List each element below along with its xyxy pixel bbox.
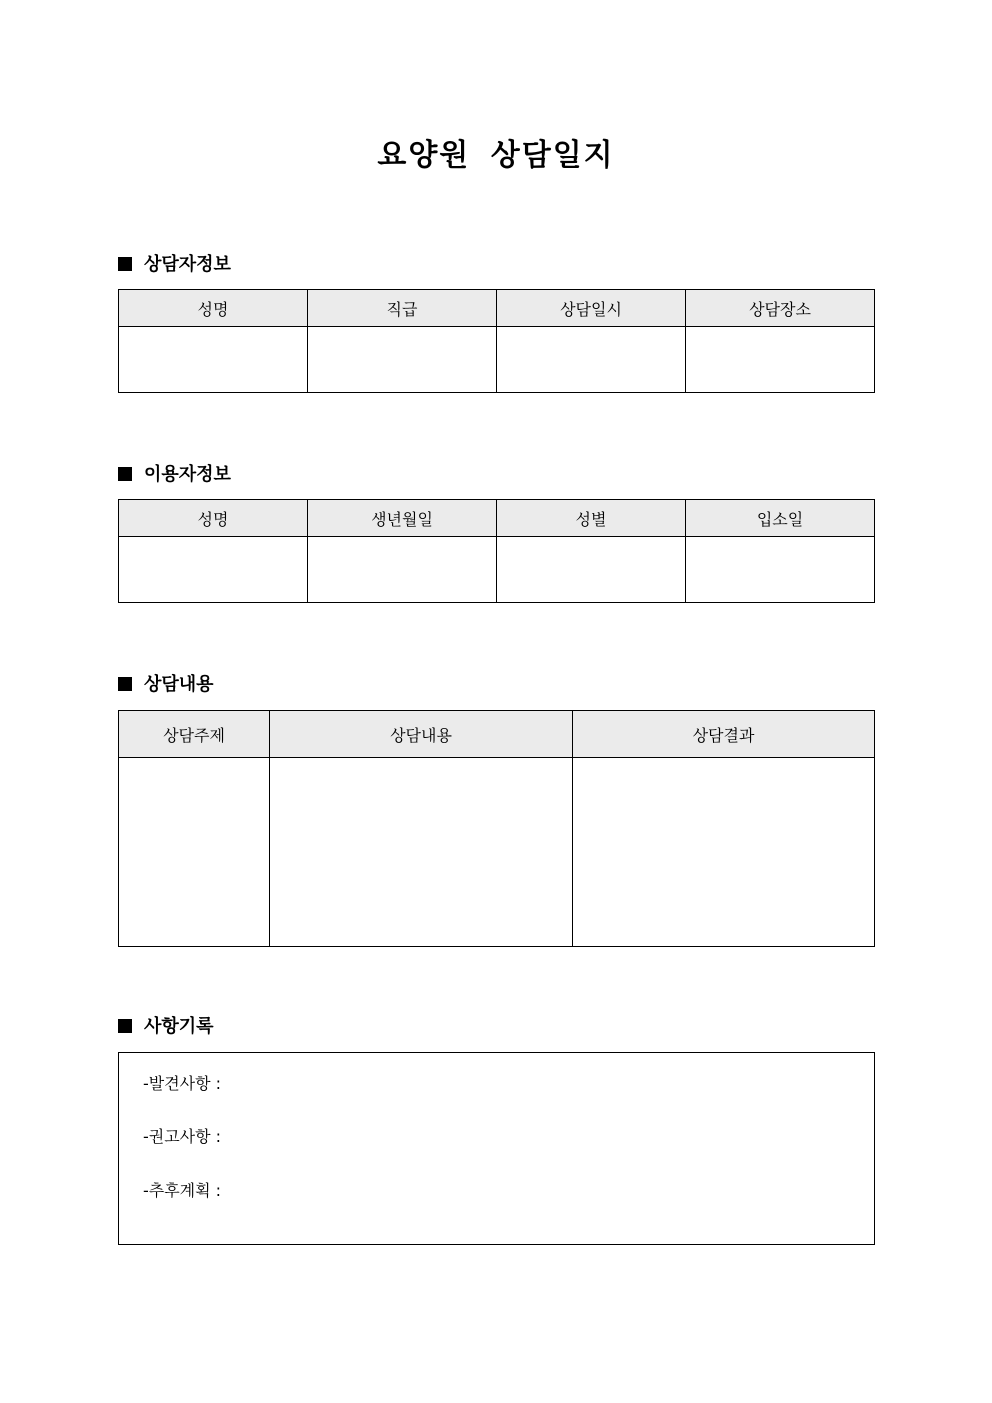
column-header: 상담결과 [573,711,875,758]
table-header-row [119,711,875,758]
counseling-topic-cell[interactable] [119,758,270,947]
column-header: 직급 [308,290,497,327]
column-header: 상담장소 [686,290,875,327]
counseling-result-cell[interactable] [573,758,875,947]
counseling-place-cell[interactable] [686,327,875,393]
counseling-details-cell[interactable] [270,758,573,947]
column-header: 입소일 [686,500,875,537]
square-bullet-icon [118,1019,132,1033]
section-heading-content [118,673,214,697]
section-heading-records [118,1015,214,1039]
admission-date-cell[interactable] [686,537,875,603]
square-bullet-icon [118,467,132,481]
column-header: 상담일시 [497,290,686,327]
column-header: 성명 [119,500,308,537]
follow-up-plan-line: -추후계획 : [143,1181,222,1200]
user-name-cell[interactable] [119,537,308,603]
column-header: 성별 [497,500,686,537]
table-row [119,537,875,603]
user-gender-cell[interactable] [497,537,686,603]
records-box[interactable] [118,1052,875,1245]
user-info-table [118,499,875,603]
section-title: 상담자정보 [144,254,231,275]
recommendations-line: -권고사항 : [143,1127,222,1146]
square-bullet-icon [118,677,132,691]
square-bullet-icon [118,257,132,271]
counseling-datetime-cell[interactable] [497,327,686,393]
table-row [119,758,875,947]
section-title: 이용자정보 [144,464,231,485]
column-header: 상담주제 [119,711,270,758]
column-header: 상담내용 [270,711,573,758]
table-row [119,327,875,393]
counselor-info-table [118,289,875,393]
findings-line: -발견사항 : [143,1074,222,1093]
counselor-position-cell[interactable] [308,327,497,393]
section-title: 사항기록 [144,1016,214,1037]
section-title: 상담내용 [144,674,214,695]
column-header: 생년월일 [308,500,497,537]
section-heading-counselor [118,253,231,277]
user-birthdate-cell[interactable] [308,537,497,603]
page-title: 요양원 상담일지 [377,138,615,173]
table-header-row [119,500,875,537]
counselor-name-cell[interactable] [119,327,308,393]
table-header-row [119,290,875,327]
counseling-content-table [118,710,875,947]
column-header: 성명 [119,290,308,327]
section-heading-user [118,463,231,487]
